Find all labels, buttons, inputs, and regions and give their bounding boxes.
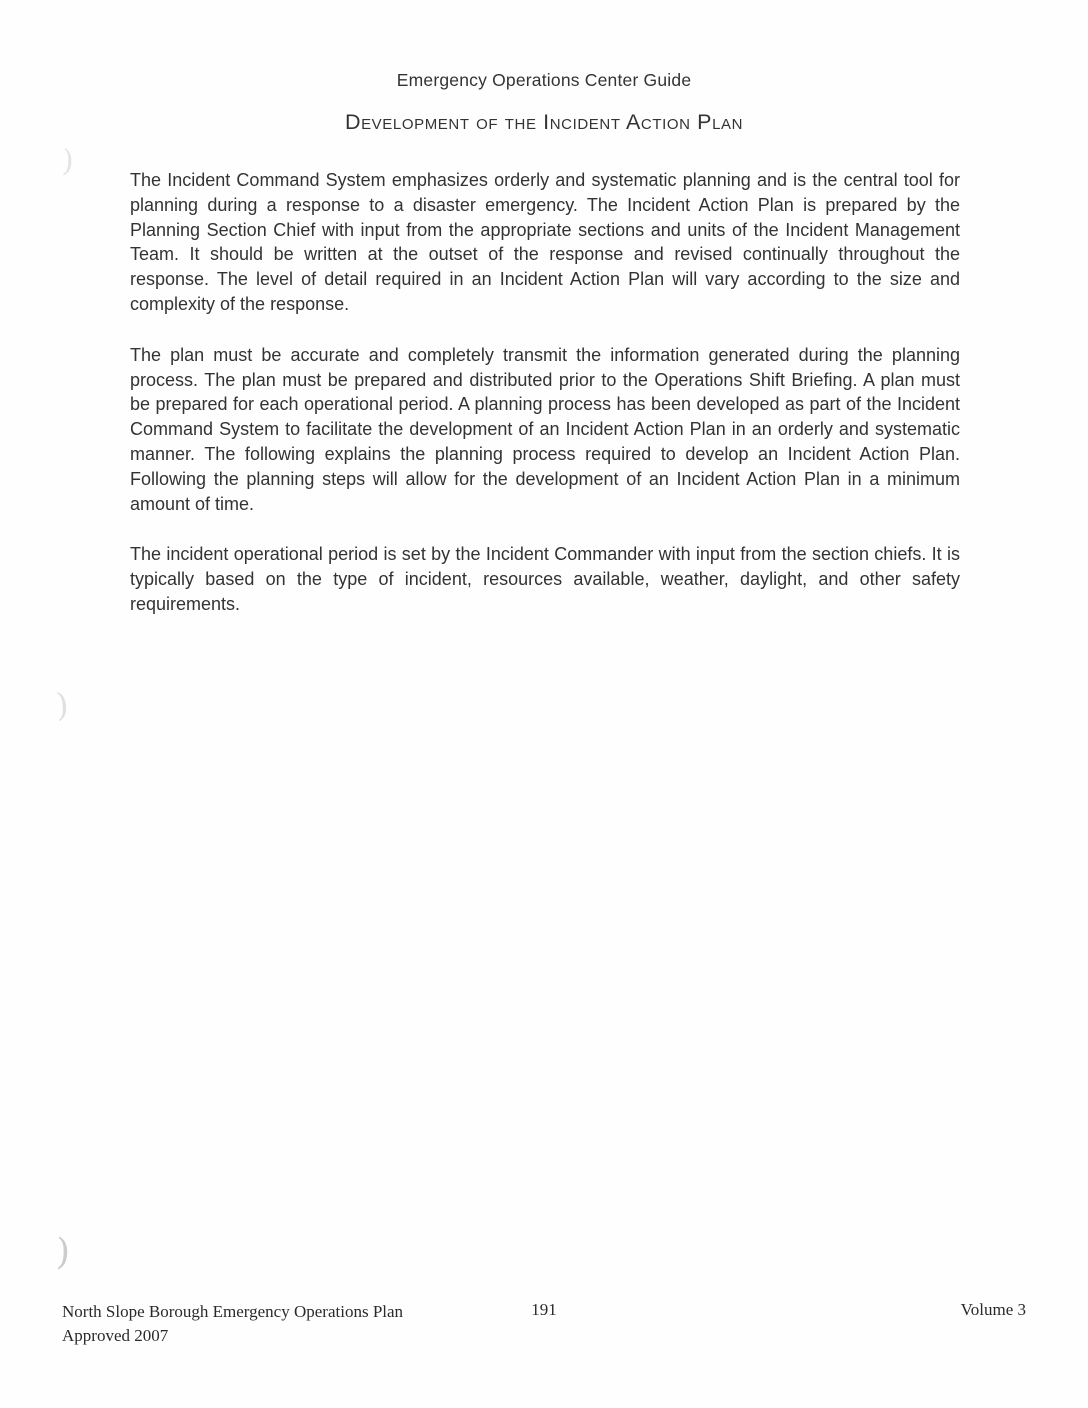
footer-approval: Approved 2007 — [62, 1326, 169, 1345]
paragraph-2: The plan must be accurate and completely transmit the information generated during the planning process. The plan must be prepared and distributed prior to the Operations Shift Briefing. A plan must be prepared for each operational period. A planning process has been developed as part of the Incident Command System to facilitate the development of an Incident Action Plan in an orderly and systematic manner. The following explains the planning process required to develop an Incident Action Plan. Following the planning steps will allow for the development of an Incident Action Plan in a minimum amount of time. — [130, 344, 960, 514]
footer-page-number: 191 — [531, 1300, 557, 1319]
document-header: Emergency Operations Center Guide — [396, 70, 692, 90]
footer-plan-name: North Slope Borough Emergency Operations Plan — [62, 1302, 404, 1321]
scan-artifact-mark: ) — [55, 1231, 71, 1274]
body-text-block — [130, 168, 960, 643]
scan-artifact-mark: ) — [54, 685, 70, 725]
paragraph-3: The incident operational period is set by the Incident Commander with input from the section chiefs. It is typically based on the type of incident, resources available, weather, daylight, and other safety requirements. — [130, 544, 960, 614]
page-title: Development of the Incident Action Plan — [344, 110, 744, 134]
paragraph-1: The Incident Command System emphasizes orderly and systematic planning and is the central tool for planning during a response to a disaster emergency. The Incident Action Plan is prepared by the Planning Section Chief with input from the appropriate sections and units of the Incident Management Team. It should be written at the outset of the response and revised continually throughout the response. The level of detail required in an Incident Action Plan will vary according to the size and complexity of the response. — [130, 170, 960, 314]
scan-artifact-mark: ) — [61, 143, 75, 180]
footer-volume: Volume 3 — [960, 1300, 1026, 1319]
